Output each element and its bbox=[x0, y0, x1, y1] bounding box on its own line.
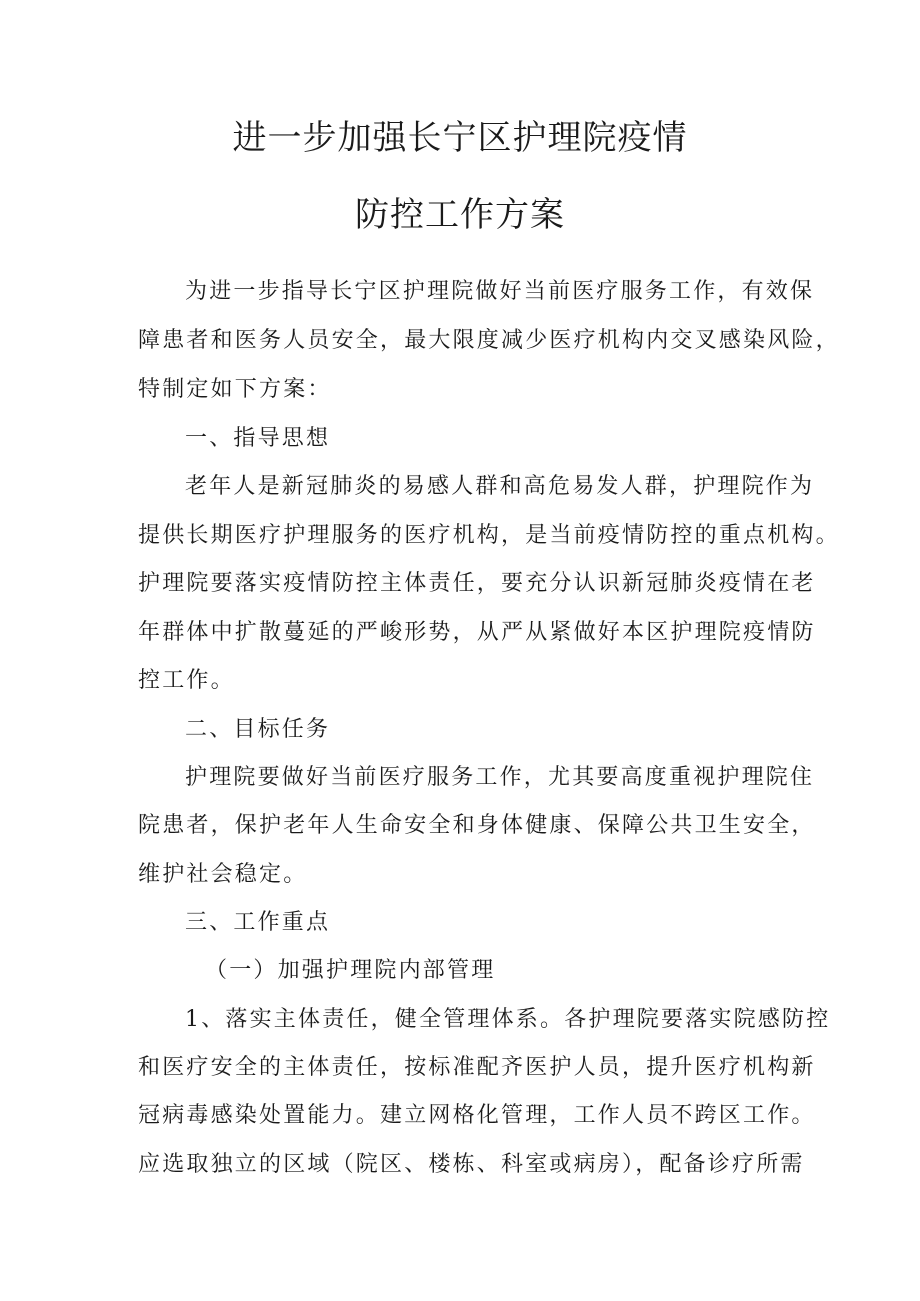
paragraph-line: 冠病毒感染处置能力。建立网格化管理，工作人员不跨区工作。 bbox=[138, 1103, 816, 1128]
paragraph-line: 护理院要做好当前医疗服务工作，尤其要高度重视护理院住 bbox=[185, 765, 815, 790]
paragraph-line: 老年人是新冠肺炎的易感人群和高危易发人群，护理院作为 bbox=[185, 474, 815, 499]
paragraph-line: 年群体中扩散蔓延的严峻形势，从严从紧做好本区护理院疫情防 bbox=[138, 620, 816, 645]
paragraph-line: 为进一步指导长宁区护理院做好当前医疗服务工作，有效保 bbox=[185, 279, 815, 304]
paragraph-line: 和医疗安全的主体责任，按标准配齐医护人员，提升医疗机构新 bbox=[138, 1055, 816, 1080]
paragraph-line: 维护社会稳定。 bbox=[138, 862, 308, 887]
paragraph-line: 障患者和医务人员安全，最大限度减少医疗机构内交叉感染风险， bbox=[138, 328, 840, 353]
section-heading: 三、工作重点 bbox=[185, 910, 331, 935]
paragraph-line: 特制定如下方案： bbox=[138, 377, 332, 402]
paragraph-line: 应选取独立的区域（院区、楼栋、科室或病房），配备诊疗所需 bbox=[138, 1152, 805, 1177]
section-heading: 一、指导思想 bbox=[185, 426, 331, 451]
paragraph-line: 提供长期医疗护理服务的医疗机构，是当前疫情防控的重点机构。 bbox=[138, 523, 840, 548]
paragraph-line: 护理院要落实疫情防控主体责任，要充分认识新冠肺炎疫情在老 bbox=[138, 571, 816, 596]
document-title-line-2: 防控工作方案 bbox=[355, 195, 565, 235]
section-heading: 二、目标任务 bbox=[185, 717, 331, 742]
paragraph-line: 控工作。 bbox=[138, 668, 235, 693]
document-title-line-1: 进一步加强长宁区护理院疫情 bbox=[232, 118, 688, 158]
subsection-heading: （一）加强护理院内部管理 bbox=[205, 958, 496, 983]
paragraph-line: 1、落实主体责任，健全管理体系。各护理院要落实院感防控 bbox=[185, 1007, 831, 1032]
paragraph-line: 院患者，保护老年人生命安全和身体健康、保障公共卫生安全， bbox=[138, 813, 816, 838]
